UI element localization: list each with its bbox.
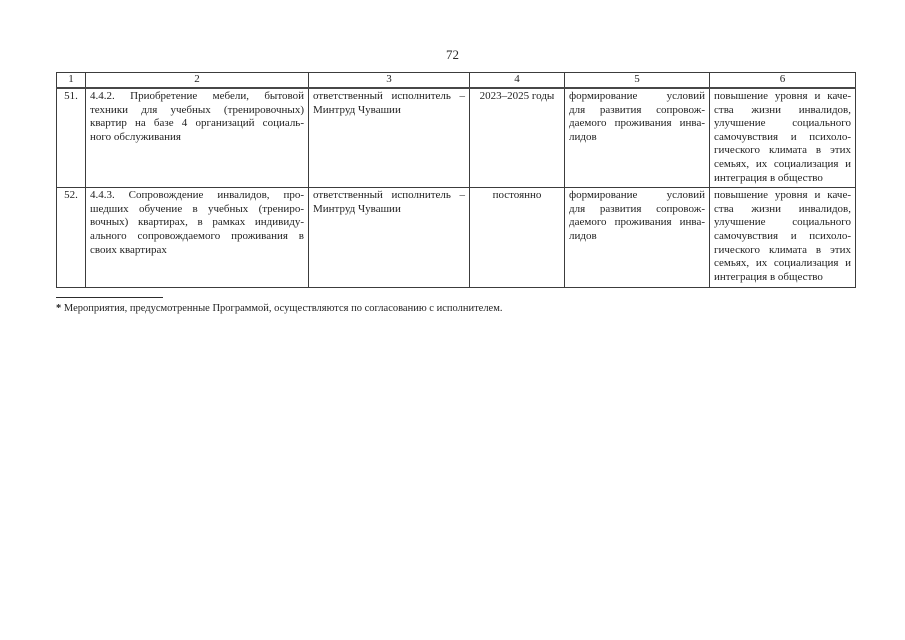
- program-table: [56, 72, 856, 288]
- cell-line: гического климата в этих: [714, 243, 851, 256]
- cell-line: интеграция в общество: [714, 270, 823, 283]
- cell-line: даемого проживания инва-: [569, 117, 705, 130]
- footnote-marker: *: [56, 303, 62, 314]
- cell-line: гического климата в этих: [714, 144, 851, 157]
- cell-line: для развития сопровож-: [569, 202, 705, 215]
- cell-line: 4.4.2. Приобретение мебели, бытовой: [90, 90, 304, 102]
- cell-executor: [309, 188, 470, 288]
- cell-line: интеграция в общество: [714, 171, 823, 184]
- table-row: [57, 88, 856, 188]
- cell-line: своих квартирах: [90, 243, 167, 256]
- cell-line: формирование условий: [569, 90, 705, 102]
- cell-line: улучшение социального: [714, 117, 851, 130]
- page-number: 72: [446, 47, 459, 62]
- cell-line: самочувствия и психоло-: [714, 229, 851, 242]
- cell-line: Минтруд Чувашии: [313, 202, 401, 215]
- cell-line: самочувствия и психоло-: [714, 130, 851, 143]
- cell-line: лидов: [569, 130, 597, 143]
- cell-line: ответственный исполнитель –: [313, 189, 465, 202]
- cell-num: 52.: [57, 188, 86, 288]
- table-body: [57, 88, 856, 288]
- column-header: 1: [57, 73, 86, 89]
- cell-line: техники для учебных (тренировочных): [90, 103, 304, 116]
- cell-activity: [86, 88, 309, 188]
- cell-num: 51.: [57, 88, 86, 188]
- footnote-text: Мероприятия, предусмотренные Программой, осуществляются по согласованию с исполнителем.: [63, 303, 503, 314]
- cell-final-result: [710, 88, 856, 188]
- cell-line: Минтруд Чувашии: [313, 103, 401, 116]
- cell-executor: [309, 88, 470, 188]
- column-header: 5: [565, 73, 710, 89]
- cell-line: 4.4.3. Сопровождение инвалидов, про-: [90, 189, 304, 202]
- cell-term: 2023–2025 годы: [470, 88, 565, 188]
- footnote-line: [56, 302, 816, 315]
- cell-line: улучшение социального: [714, 216, 851, 229]
- cell-line: ального сопровождаемого проживания в: [90, 229, 304, 242]
- footnote: [56, 297, 816, 315]
- table-header: [57, 73, 856, 89]
- cell-line: повышение уровня и каче-: [714, 189, 851, 202]
- cell-line: квартир на базе 4 организаций социаль-: [90, 117, 304, 130]
- cell-line: шедших обучение в учебных (трениро-: [90, 202, 304, 215]
- cell-line: лидов: [569, 229, 597, 242]
- cell-line: ства жизни инвалидов,: [714, 202, 851, 215]
- table-row: [57, 188, 856, 288]
- cell-immediate-result: [565, 188, 710, 288]
- cell-activity: [86, 188, 309, 288]
- cell-line: ного обслуживания: [90, 130, 181, 143]
- cell-line: семьях, их социализация и: [714, 157, 851, 170]
- cell-line: даемого проживания инва-: [569, 216, 705, 229]
- cell-line: вочных) квартирах, в рамках индивиду-: [90, 216, 304, 229]
- column-header: 6: [710, 73, 856, 89]
- column-header: 3: [309, 73, 470, 89]
- cell-line: ответственный исполнитель –: [313, 90, 465, 102]
- table-header-row: [57, 73, 856, 89]
- cell-line: формирование условий: [569, 189, 705, 202]
- column-header: 2: [86, 73, 309, 89]
- cell-line: ства жизни инвалидов,: [714, 103, 851, 116]
- cell-line: для развития сопровож-: [569, 103, 705, 116]
- cell-line: повышение уровня и каче-: [714, 90, 851, 102]
- cell-line: семьях, их социализация и: [714, 257, 851, 270]
- column-header: 4: [470, 73, 565, 89]
- cell-immediate-result: [565, 88, 710, 188]
- footnote-divider: [56, 297, 163, 298]
- cell-term: постоянно: [470, 188, 565, 288]
- cell-final-result: [710, 188, 856, 288]
